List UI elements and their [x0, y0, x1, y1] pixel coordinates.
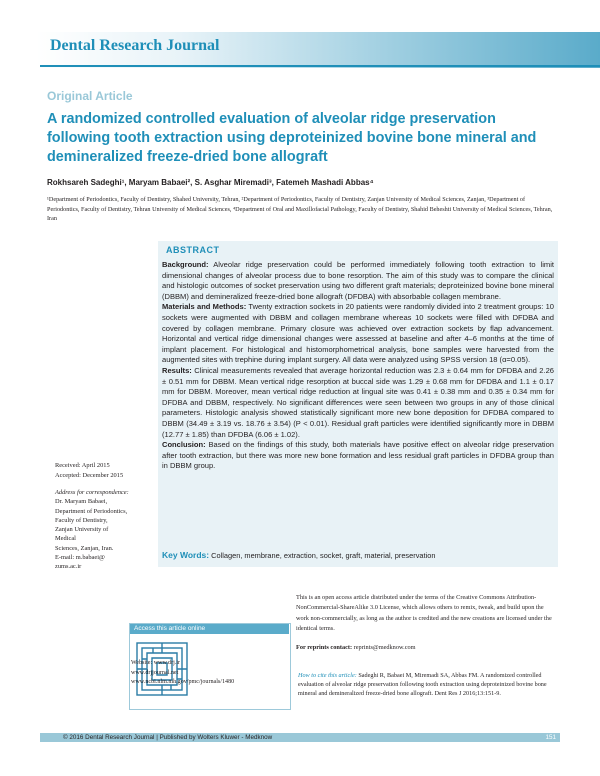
abstract-results [162, 366, 554, 440]
citation [298, 671, 556, 699]
conclusion-label: Conclusion: [162, 440, 206, 450]
journal-header [0, 32, 600, 68]
website-row [131, 659, 234, 669]
correspondence-line: Dr. Maryam Babaei, [55, 498, 108, 506]
received-date: Received: April 2015 [55, 462, 110, 469]
access-heading: Access this article online [130, 624, 289, 634]
correspondence-line: Faculty of Dentistry, [55, 516, 108, 524]
conclusion-text: Based on the findings of this study, both materials have positive effect on alveolar ridge preservation after tooth extraction, but there was more new bone formation and less residual graft particles in DFDBA group than in DBBM group. [162, 440, 554, 471]
journal-title: Dental Research Journal [50, 37, 220, 54]
header-rule [40, 65, 600, 67]
article-title: A randomized controlled evaluation of alveolar ridge preservation following tooth extraction using deproteinized bovine bone mineral and demineralized freeze-dried bone allograft [47, 111, 537, 165]
reprints [296, 643, 556, 653]
methods-label: Materials and Methods: [162, 302, 247, 312]
abstract-methods [162, 302, 554, 366]
correspondence-line: Zanjan University of Medical [55, 526, 109, 543]
correspondence-line: Department of Periodontics, [55, 507, 128, 515]
correspondence-email-domain[interactable]: zums.ac.ir [55, 563, 82, 571]
abstract-background [162, 260, 554, 302]
cite-text: Sadeghi R, Babaei M, Miremadi SA, Abbas FM. A randomized controlled evaluation of alveolar ridge preservation following tooth extraction using deproteinized bovine bone mineral and demineralized freeze-dried bone allograft. Dent Res J 2016;13:151-9. [298, 672, 547, 698]
correspondence [55, 488, 130, 572]
correspondence-heading: Address for correspondence: [55, 489, 129, 496]
pmc-link[interactable]: www.ncbi.nlm.nih.gov/pmc/journals/1480 [131, 679, 235, 685]
cite-label: How to cite this article: [298, 672, 357, 679]
affiliations: ¹Department of Periodontics, Faculty of Dentistry, Shahed University, Tehran, ²Department of Periodontics, Faculty of Dentistry, Zanjan University of Medical Sciences, Zanjan, ³Department of Periodontics, Faculty of Dentistry, Tehran University of Medical Sciences, ⁴Department of Oral and Maxillofacial Pathology, Faculty of Dentistry, Shahid Beheshti University of Medical Sciences, Tehran, Iran [47, 196, 553, 223]
correspondence-line: Sciences, Zanjan, Iran. [55, 544, 114, 552]
abstract-heading: ABSTRACT [166, 245, 220, 255]
keywords-label: Key Words: [162, 550, 210, 560]
keywords [162, 550, 554, 560]
article-type: Original Article [47, 89, 133, 103]
abstract-conclusion [162, 440, 554, 472]
alt-link[interactable]: www.drjjournal.net [131, 669, 179, 676]
reprints-label: For reprints contact: [296, 644, 353, 651]
methods-text: Twenty extraction sockets in 20 patients were randomly divided into 2 treatment groups: 10 sockets were augmented with DBBM and collagen membrane whereas 10 sockets were filled with DFDBA and covered by collagen membrane. Primary closure was achieved over extraction sockets by flap advancement. Horizontal and vertical ridge dimensional changes were assessed at baseline and after 4–6 months at the time of implant placement. For histological and histomorphometrical analysis, bone samples were harvested from the augmented sites with trephine during implant surgery. All data were analyzed using SPSS version 18 (α=0.05). [162, 302, 554, 365]
keywords-text: Collagen, membrane, extraction, socket, graft, material, preservation [211, 551, 436, 560]
accepted-date: Accepted: December 2015 [55, 471, 124, 479]
article-dates [55, 461, 123, 480]
page-number: 151 [545, 734, 556, 741]
authors: Rokhsareh Sadeghi¹, Maryam Babaei², S. Asghar Miremadi³, Fatemeh Mashadi Abbas⁴ [47, 178, 374, 187]
footer-text: © 2016 Dental Research Journal | Published by Wolters Kluwer - Medknow [63, 734, 273, 741]
license-block [296, 593, 556, 653]
website-label: Website: [131, 660, 153, 666]
abstract-body [162, 260, 554, 472]
results-text: Clinical measurements revealed that average horizontal reduction was 2.3 ± 0.64 mm for DFDBA and 2.26 ± 0.51 mm for DBBM. Mean vertical ridge resorption at buccal side was 1.29 ± 0.68 mm for DFDBA and 1.1 ± 0.17 mm for DBBM. Moreover, mean vertical ridge reduction at lingual site was 0.41 ± 0.38 mm and 0.35 ± 0.34 mm for DFDBA and DBBM, respectively. No significant differences were seen between two groups in any of those clinical parameters. Histologic analysis showed statistically significant more new bone deposition for DFDBA compared to DBBM (34.49 ± 3.19 vs. 18.76 ± 3.54) (P < 0.01). Residual graft particles were identified significantly more in DBBM (12.77 ± 1.85) than DFDBA (6.06 ± 1.02). [162, 365, 554, 439]
reprints-email[interactable]: reprints@medknow.com [353, 644, 416, 651]
background-text: Alveolar ridge preservation could be performed immediately following tooth extraction to limit dimensional changes of alveolar process due to bone resorption. The aim of this study was to compare the clinical and histologic outcomes of socket preservation using two different graft materials; deproteinized bovine bone mineral (DBBM) and demineralized freeze-dried bone allograft (DFDBA) with absorbable collagen membrane. [162, 260, 554, 301]
access-links [131, 659, 234, 688]
results-label: Results: [162, 365, 192, 375]
correspondence-email[interactable]: E-mail: m.babaei@ [55, 554, 105, 562]
license-text: This is an open access article distributed under the terms of the Creative Commons Attribution-NonCommercial-ShareAlike 3.0 License, which allows others to remix, tweak, and build upon the work non-commercially, as long as the author is credited and the new creations are licensed under the identical terms. [296, 594, 552, 632]
website-link[interactable]: www.drj.ir [153, 660, 181, 666]
background-label: Background: [162, 260, 209, 269]
